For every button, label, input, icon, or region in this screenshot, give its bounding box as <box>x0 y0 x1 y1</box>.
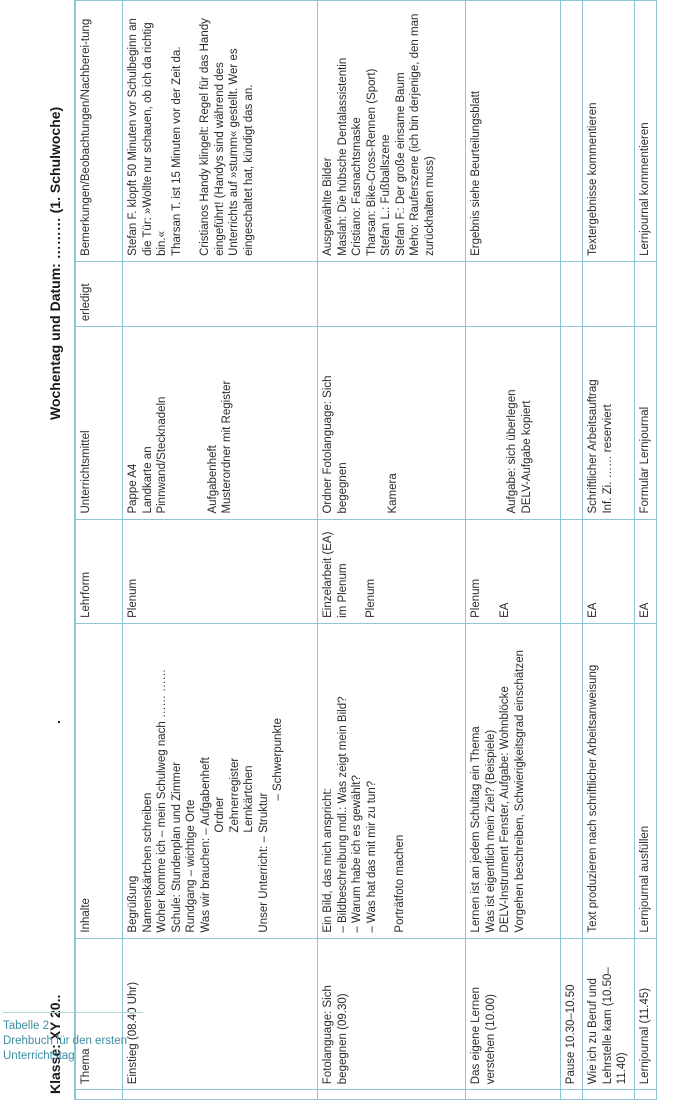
mittel-line: Musterordner mit Register <box>221 380 233 514</box>
cell-inhalte <box>635 623 657 938</box>
bemerkung-line: Meho: Rauferszene (ich bin derjenige, den man zurückhalten muss) <box>409 13 436 256</box>
mittel-line: Ordner Fotolanguage: Sich begegnen <box>322 375 349 514</box>
table-row <box>466 1 561 1100</box>
mittel-line: Inf. Zi. …… reserviert <box>601 404 614 514</box>
table-row <box>583 1 635 1100</box>
cell-erledigt <box>318 261 466 326</box>
mittel-line: DELV-Aufgabe kopiert <box>520 400 533 514</box>
cell-mittel <box>318 327 466 519</box>
cell-inhalte <box>466 623 561 938</box>
inhalt-line: Was ist eigentlich mein Ziel? (Beispiele) <box>484 729 497 933</box>
cell-bemerkungen <box>635 1 657 262</box>
col-lehrform: Lehrform <box>75 519 123 623</box>
cell-lehrform <box>466 519 561 623</box>
table-caption <box>3 1012 143 1064</box>
inhalt-line: – Was hat das mit mir zu tun? <box>365 780 378 933</box>
inhalt-line: DELV-Instrument Fenster, Aufgabe: Wohnblöcke <box>499 686 511 933</box>
date-label: Wochentag und Datum: ……… (1. Schulwoche) <box>47 106 63 420</box>
inhalt-line: Ein Bild, das mich anspricht: <box>322 788 334 933</box>
caption-line: Unterrichtstag <box>3 1050 75 1062</box>
table-header-row <box>75 1 123 1100</box>
cell-erledigt <box>635 261 657 326</box>
mittel-line: Kamera <box>387 473 399 514</box>
cell-mittel <box>635 327 657 519</box>
inhalt-line: Zehnerregister <box>228 757 241 833</box>
cell-thema: Fotolanguage: Sich begegnen (09.30) <box>318 938 466 1090</box>
mittel-line: Pappe A4 <box>127 463 139 514</box>
bemerkung-line: Cristiano: Fasnachtsmaske <box>351 117 363 256</box>
cell-bemerkungen <box>583 1 635 262</box>
cell-mittel <box>583 327 635 519</box>
table-row <box>635 1 657 1100</box>
cell-erledigt <box>561 261 583 326</box>
rotated-page <box>44 0 654 1100</box>
inhalt-line: Ordner <box>214 796 226 833</box>
inhalt-line: Lernkärtchen <box>243 765 255 833</box>
cell-mittel <box>561 327 583 519</box>
cell-thema: Pause 10.30–10.50 <box>561 938 583 1090</box>
caption-line: Drehbuch für den ersten <box>3 1035 128 1047</box>
bemerkung-line: Ausgewählte Bilder <box>322 157 334 256</box>
cell-lehrform: EA <box>635 519 657 623</box>
cell-thema: Wie ich zu Beruf und Lehrstelle kam (10.50–11.40) <box>583 938 635 1090</box>
inhalt-line: Namenskärtchen schreiben <box>141 792 154 933</box>
spacer <box>75 1090 123 1100</box>
cell-erledigt <box>466 261 561 326</box>
mittel-line: Formular Lernjournal <box>639 406 651 514</box>
inhalt-line: Woher komme ich – mein Schulweg nach …… …… Schule: Stundenplan und Zimmer <box>156 668 183 933</box>
bemerkung-line: Cristianos Handy klingelt: Regel für das Handy eingeführt! (Handys sind während des Unterrichts auf »stumm« gestellt. Wer es eingeschaltet hat, kündigt das an. <box>199 18 255 256</box>
cell-bemerkungen <box>466 1 561 262</box>
inhalt-line: Lernjournal ausfüllen <box>639 825 651 933</box>
bemerkung-line: Stefan F.: Der große einsame Baum <box>394 72 407 256</box>
bemerkung-line: Stefan L.: Fußballszene <box>380 134 392 256</box>
class-label: Klasse: XY 20.. <box>47 994 63 1094</box>
cell-bemerkungen <box>123 1 318 262</box>
inhalt-line: Text produzieren nach schriftlicher Arbeitsanweisung <box>587 664 599 933</box>
lehrform-line: Plenum <box>365 578 377 618</box>
inhalt-line: Porträtfoto machen <box>394 834 406 933</box>
lesson-plan-table <box>74 0 657 1100</box>
cell-inhalte <box>583 623 635 938</box>
bemerkung-line: Textergebnisse kommentieren <box>587 102 599 256</box>
lehrform-line: Einzelarbeit (EA) im Plenum <box>322 531 349 618</box>
inhalt-line: – Schwerpunkte <box>272 718 284 801</box>
cell-inhalte <box>561 623 583 938</box>
cell-erledigt <box>123 261 318 326</box>
cell-lehrform <box>561 519 583 623</box>
cell-thema: Das eigene Lernen verstehen (10.00) <box>466 938 561 1090</box>
col-thema: Thema <box>75 938 123 1090</box>
cell-inhalte <box>123 623 318 938</box>
mittel-line: Aufgabenheft <box>206 445 219 514</box>
inhalt-line: Was wir brauchen: – Aufgabenheft <box>199 757 212 933</box>
inhalt-line: Vorgehen beschreiben, Schwierigkeitsgrad einschätzen <box>513 650 526 933</box>
cell-thema: Lernjournal (11.45) <box>635 938 657 1090</box>
inhalt-line: – Bildbeschreibung mdl.: Was zeigt mein Bild? <box>336 696 349 933</box>
cell-mittel <box>466 327 561 519</box>
cell-bemerkungen <box>318 1 466 262</box>
cell-erledigt <box>583 261 635 326</box>
inhalt-line: Rundgang – wichtige Orte <box>185 799 197 933</box>
cell-lehrform: EA <box>583 519 635 623</box>
table-row <box>123 1 318 1100</box>
bemerkung-line: Tharsan: Bike-Cross-Rennen (Sport) <box>365 68 378 256</box>
cell-lehrform <box>318 519 466 623</box>
bemerkung-line: Ergebnis siehe Beurteilungsblatt <box>470 90 482 256</box>
cell-inhalte <box>318 623 466 938</box>
col-bemerkungen: Bemerkungen/Beobachtungen/Nachberei-tung <box>75 1 123 262</box>
inhalt-line: Begrüßung <box>127 875 139 933</box>
col-mittel: Unterrichtsmittel <box>75 327 123 519</box>
bemerkung-line: Lernjournal kommentieren <box>639 122 651 256</box>
bemerkung-line: Stefan F. klopft 50 Minuten vor Schulbeginn an die Tür: »Wollte nur schauen, ob ich da richtig bin.« <box>127 18 168 256</box>
col-erledigt: erledigt <box>75 261 123 326</box>
lehrform-line: Plenum <box>470 578 482 618</box>
bemerkung-line: Maslah: Die hübsche Dentalassistentin <box>336 57 349 256</box>
header-dot: . <box>47 720 63 724</box>
mittel-line: Schriftlicher Arbeitsauftrag <box>587 379 599 514</box>
caption-line: Tabelle 2 <box>3 1020 50 1032</box>
mittel-line: Aufgabe: sich überlegen <box>506 389 518 514</box>
bemerkung-line: Tharsan T. ist 15 Minuten vor der Zeit da. <box>170 46 183 256</box>
table-row <box>561 1 583 1100</box>
cell-mittel <box>123 327 318 519</box>
inhalt-line: – Warum habe ich es gewählt? <box>351 775 363 933</box>
inhalt-line: Lernen ist an jedem Schultag ein Thema <box>470 726 482 933</box>
col-inhalte: Inhalte <box>75 623 123 938</box>
cell-lehrform: Plenum <box>123 519 318 623</box>
cell-bemerkungen <box>561 1 583 262</box>
lehrform-line: EA <box>498 602 511 618</box>
inhalt-line: Unser Unterricht: – Struktur <box>257 792 270 933</box>
cell-thema: Einstieg (08.40 Uhr) <box>123 938 318 1090</box>
table-row <box>318 1 466 1100</box>
mittel-line: Landkarte an Pinnwand/Stecknadeln <box>141 396 168 514</box>
